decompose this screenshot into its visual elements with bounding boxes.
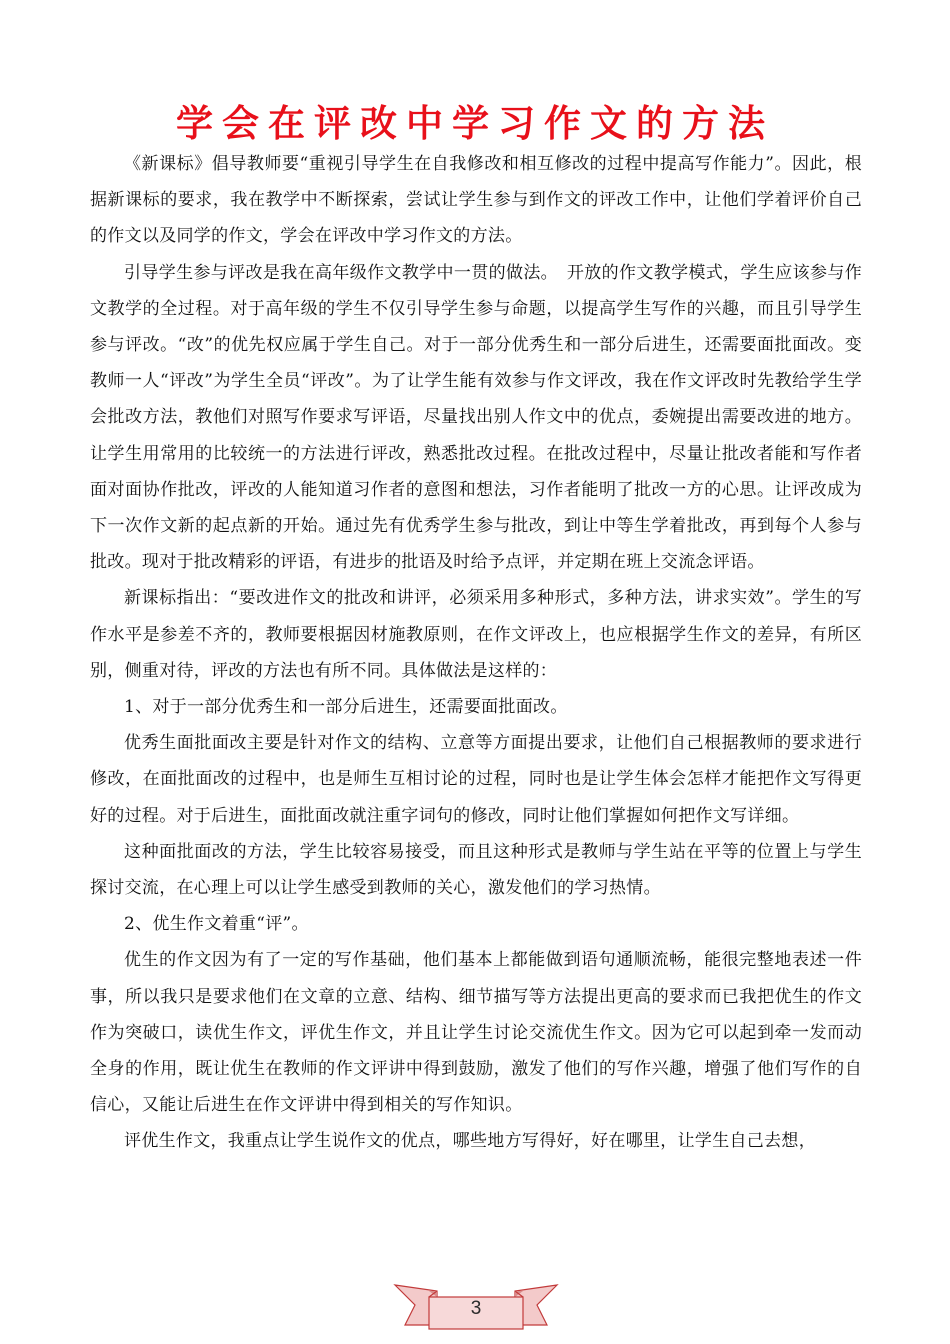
paragraph: 《新课标》倡导教师要“重视引导学生在自我修改和相互修改的过程中提高写作能力”。因此，根据新课标的要求，我在教学中不断探索，尝试让学生参与到作文的评改工作中，让他们学着评价自己的作文以及同学的作文，学会在评改中学习作文的方法。: [90, 154, 862, 247]
page-title: 学会在评改中学习作文的方法: [176, 102, 774, 145]
paragraph: 2、优生作文着重“评”。: [124, 914, 309, 935]
article-body: [90, 146, 862, 1160]
paragraph: 新课标指出：“要改进作文的批改和讲评，必须采用多种形式，多种方法，讲求实效”。学生的写作水平是参差不齐的，教师要根据因材施教原则，在作文评改上，也应根据学生作文的差异，有所区别，侧重对待，评改的方法也有所不同。具体做法是这样的：: [90, 588, 862, 681]
paragraph: 引导学生参与评改是我在高年级作文教学中一贯的做法。 开放的作文教学模式，学生应该参与作文教学的全过程。对于高年级的学生不仅引导学生参与命题，以提高学生写作的兴趣，而且引导学生参与评改。“改”的优先权应属于学生自己。对于一部分优秀生和一部分后进生，还需要面批面改。变教师一人“评改”为学生全员“评改”。为了让学生能有效参与作文评改，我在作文评改时先教给学生学会批改方法，教他们对照写作要求写评语，尽量找出别人作文中的优点，委婉提出需要改进的地方。让学生用常用的比较统一的方法进行评改，熟悉批改过程。在批改过程中，尽量让批改者能和写作者面对面协作批改，评改的人能知道习作者的意图和想法，习作者能明了批改一方的心思。让评改成为下一次作文新的起点新的开始。通过先有优秀学生参与批改，到让中等生学着批改，再到每个人参与批改。现对于批改精彩的评语，有进步的批语及时给予点评，并定期在班上交流念评语。: [90, 262, 862, 573]
paragraph: 优生的作文因为有了一定的写作基础，他们基本上都能做到语句通顺流畅，能很完整地表述一件事，所以我只是要求他们在文章的立意、结构、细节描写等方法提出更高的要求而已我把优生的作文作为突破口，读优生作文，评优生作文，并且让学生讨论交流优生作文。因为它可以起到牵一发而动全身的作用，既让优生在教师的作文评讲中得到鼓励，激发了他们的写作兴趣，增强了他们写作的自信心，又能让后进生在作文评讲中得到相关的写作知识。: [90, 950, 862, 1116]
paragraph: 评优生作文，我重点让学生说作文的优点，哪些地方写得好，好在哪里，让学生自己去想，: [124, 1131, 816, 1152]
paragraph: 优秀生面批面改主要是针对作文的结构、立意等方面提出要求，让他们自己根据教师的要求进行修改，在面批面改的过程中，也是师生互相讨论的过程，同时也是让学生体会怎样才能把作文写得更好的过程。对于后进生，面批面改就注重字词句的修改，同时让他们掌握如何把作文写详细。: [90, 733, 862, 826]
page-number: 3: [470, 1298, 482, 1319]
paragraph: 这种面批面改的方法，学生比较容易接受，而且这种形式是教师与学生站在平等的位置上与学生探讨交流，在心理上可以让学生感受到教师的关心，激发他们的学习热情。: [90, 841, 862, 899]
paragraph: 1、对于一部分优秀生和一部分后进生，还需要面批面改。: [124, 697, 568, 718]
page-number-badge: [393, 1281, 559, 1333]
